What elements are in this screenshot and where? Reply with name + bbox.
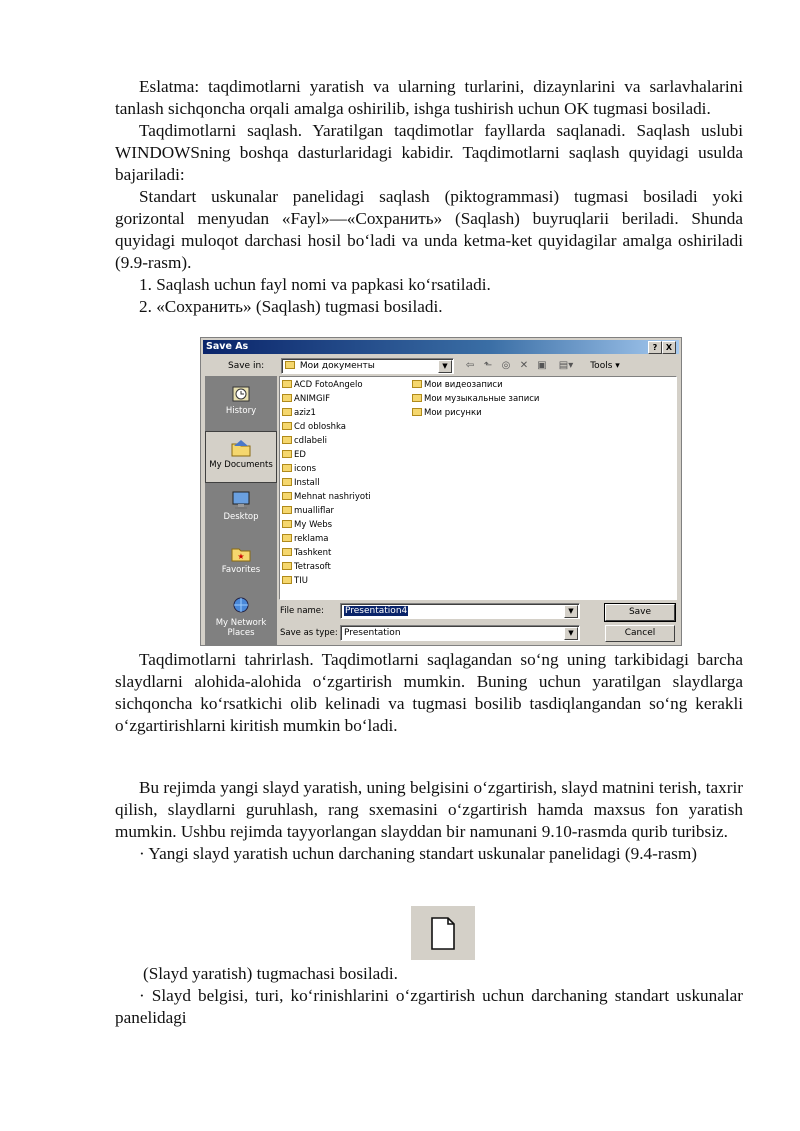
list-item[interactable]: TIU — [282, 575, 308, 588]
slide-layout-paragraph: · Slayd belgisi, turi, ko‘rinishlarini o‘zgartirish uchun darchaning standart uskunalar panelidagi — [115, 986, 743, 1027]
file-list — [279, 376, 677, 600]
file-name-value: Presentation4 — [345, 606, 408, 616]
folder-icon — [282, 548, 292, 556]
folder-icon — [282, 450, 292, 458]
folder-icon — [282, 576, 292, 584]
folder-icon — [282, 394, 292, 402]
list-item[interactable]: My Webs — [282, 519, 332, 532]
note-paragraph: Eslatma: taqdimotlarni yaratish va ularning turlarini, dizaynlarini va sarlavhalarini tanlash sichqoncha orqali amalga oshirilib, ishga tushirish uchun OK tugmasi bosiladi. — [115, 77, 743, 118]
folder-icon — [282, 478, 292, 486]
svg-text:★: ★ — [237, 552, 245, 561]
file-name-label: File name: — [280, 606, 324, 616]
list-item[interactable]: Mehnat nashriyoti — [282, 491, 371, 504]
dialog-title: Save As — [206, 341, 249, 352]
folder-icon — [282, 506, 292, 514]
folder-icon — [282, 408, 292, 416]
list-item[interactable]: mualliflar — [282, 505, 334, 518]
chevron-down-icon[interactable]: ▼ — [438, 360, 452, 373]
new-folder-icon[interactable]: ▣ — [537, 360, 547, 371]
folder-icon — [282, 464, 292, 472]
list-item[interactable]: aziz1 — [282, 407, 316, 420]
list-item[interactable]: reklama — [282, 533, 329, 546]
toolbar-save-paragraph: Standart uskunalar panelidagi saqlash (piktogrammasi) tugmasi bosiladi yoki gorizontal menyudan «Fayl»—«Сохранить» (Saqlash) buyruqlarii beriladi. Shunda quyidagi muloqot darchasi hosil bo‘ladi va unda ketma-ket quyidagilar amalga oshiriladi (9.9-rasm). — [115, 187, 743, 272]
place-favorites[interactable]: ★ Favorites — [205, 537, 277, 589]
tools-menu[interactable]: Tools ▾ — [590, 361, 620, 371]
save-button[interactable]: Save — [605, 604, 675, 621]
folder-icon — [412, 380, 422, 388]
new-slide-icon — [411, 906, 475, 960]
list-item[interactable]: Cd obloshka — [282, 421, 346, 434]
favorites-icon — [230, 543, 252, 563]
cancel-button[interactable]: Cancel — [605, 625, 675, 642]
list-item[interactable]: Мои рисунки — [412, 407, 482, 420]
save-as-type-select[interactable] — [340, 625, 580, 641]
list-item[interactable]: Мои видеозаписи — [412, 379, 503, 392]
list-item[interactable]: Tashkent — [282, 547, 331, 560]
place-my-network-places[interactable]: My Network Places — [205, 590, 277, 646]
save-as-dialog — [200, 337, 682, 646]
file-name-input[interactable] — [340, 603, 580, 619]
folder-icon — [412, 394, 422, 402]
folder-icon — [282, 436, 292, 444]
list-item[interactable]: ANIMGIF — [282, 393, 330, 406]
new-slide-button[interactable] — [411, 906, 475, 960]
views-icon[interactable]: ▤▾ — [558, 360, 574, 371]
close-button[interactable]: X — [662, 341, 676, 354]
chevron-down-icon[interactable]: ▼ — [564, 627, 578, 640]
save-in-dropdown[interactable] — [281, 358, 454, 374]
save-in-label: Save in: — [228, 361, 265, 371]
new-slide-caption: (Slayd yaratish) tugmachasi bosiladi. — [143, 964, 398, 983]
my-documents-icon — [230, 438, 252, 458]
saving-paragraph: Taqdimotlarni saqlash. Yaratilgan taqdimotlar fayllarda saqlanadi. Saqlash uslubi WINDOWSning boshqa dasturlaridagi kabidir. Taqdimotlarni saqlash quyidagi usulda bajariladi: — [115, 121, 743, 184]
save-as-type-label: Save as type: — [280, 628, 338, 638]
network-icon — [230, 596, 252, 616]
delete-icon[interactable]: ✕ — [519, 360, 529, 371]
save-in-value: Мои документы — [299, 361, 375, 371]
place-history[interactable]: History — [205, 378, 277, 430]
list-item[interactable]: icons — [282, 463, 316, 476]
list-item[interactable]: Tetrasoft — [282, 561, 331, 574]
save-as-type-value: Presentation — [344, 628, 401, 638]
list-item[interactable]: cdlabeli — [282, 435, 327, 448]
up-folder-icon[interactable]: ⬑ — [483, 360, 493, 371]
chevron-down-icon[interactable]: ▼ — [564, 605, 578, 618]
editing-paragraph: Taqdimotlarni tahrirlash. Taqdimotlarni saqlagandan so‘ng uning tarkibidagi barcha slaydlarni alohida-alohida o‘zgartirish mumkin. Buning uchun yaratilgan slaydlarga sichqoncha ko‘rsatkichi olib kelinadi va tugmasi bosilib tasdiqlangandan so‘ng kerakli o‘zgartirishlarni kiritish mumkin bo‘ladi. — [115, 650, 743, 735]
list-item[interactable]: ACD FotoAngelo — [282, 379, 363, 392]
step-2: 2. «Сохранить» (Saqlash) tugmasi bosiladi. — [139, 297, 443, 316]
desktop-icon — [230, 490, 252, 510]
dialog-titlebar — [203, 340, 679, 354]
folder-icon — [412, 408, 422, 416]
history-icon — [230, 384, 252, 404]
list-item[interactable]: Install — [282, 477, 320, 490]
list-item[interactable]: Мои музыкальные записи — [412, 393, 539, 406]
new-slide-paragraph: · Yangi slayd yaratish uchun darchaning standart uskunalar panelidagi (9.4-rasm) — [139, 844, 697, 863]
folder-icon — [282, 380, 292, 388]
help-button[interactable]: ? — [648, 341, 662, 354]
folder-icon — [285, 361, 295, 369]
place-my-documents[interactable]: My Documents — [205, 431, 277, 483]
mode-paragraph: Bu rejimda yangi slayd yaratish, uning belgisini o‘zgartirish, slayd matnini terish, taxrir qilish, slaydlarni guruhlash, rang sxemasini o‘zgartirish hamda maxsus fon yaratish mumkin. Ushbu rejimda tayyorlangan slayddan bir namunani 9.10-rasmda qurib turibsiz. — [115, 778, 743, 841]
folder-icon — [282, 534, 292, 542]
place-desktop[interactable]: Desktop — [205, 484, 277, 536]
folder-icon — [282, 562, 292, 570]
folder-icon — [282, 492, 292, 500]
places-bar — [205, 376, 277, 646]
folder-icon — [282, 422, 292, 430]
folder-icon — [282, 520, 292, 528]
search-web-icon[interactable]: ◎ — [501, 360, 511, 371]
back-icon[interactable]: ⇦ — [465, 360, 475, 371]
step-1: 1. Saqlash uchun fayl nomi va papkasi ko‘rsatiladi. — [139, 275, 491, 294]
list-item[interactable]: ED — [282, 449, 306, 462]
